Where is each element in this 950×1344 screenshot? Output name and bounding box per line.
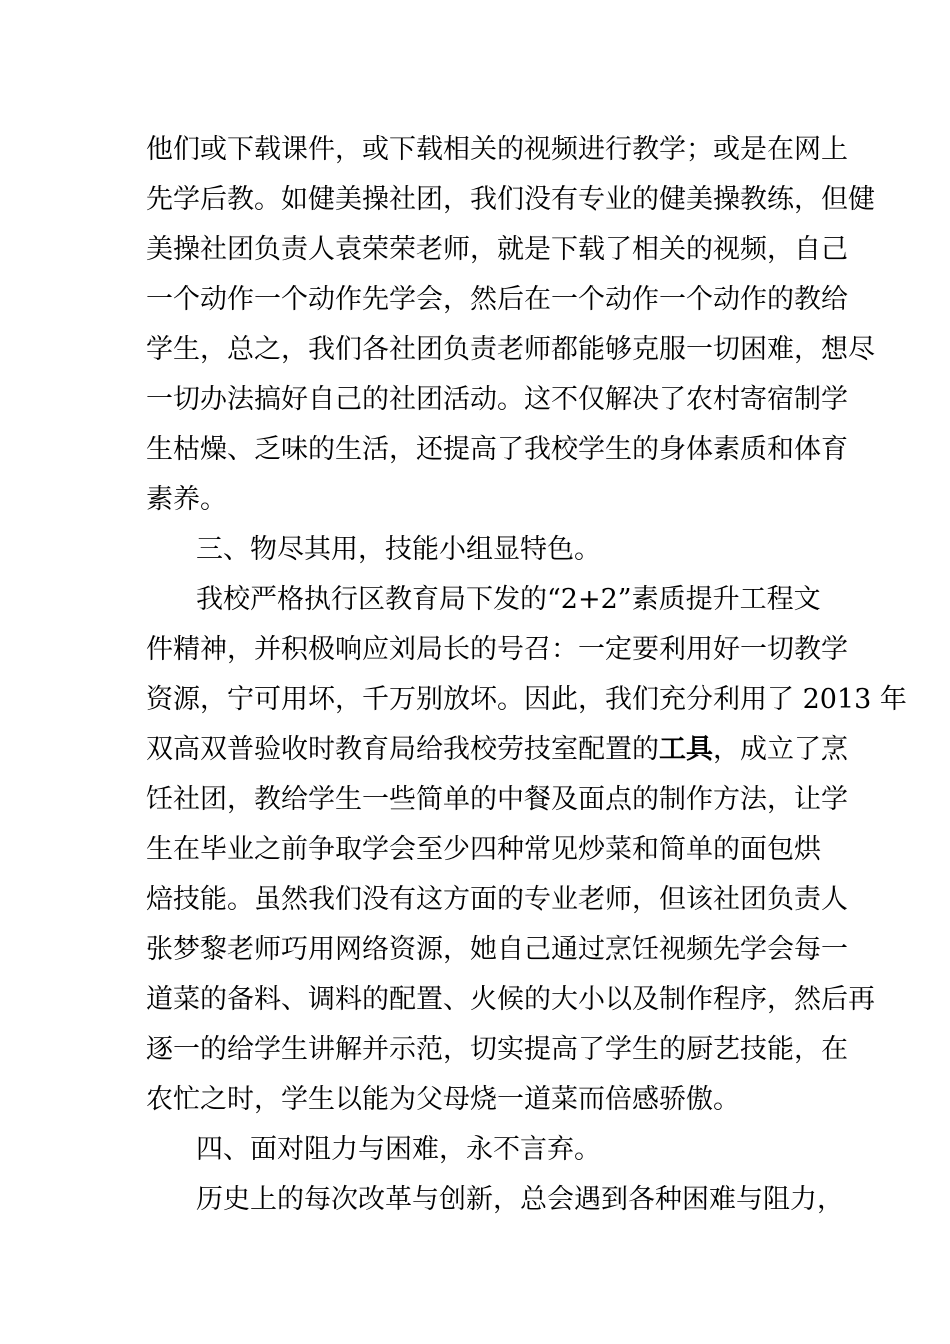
section-heading: 四、面对阻力与困难，永不言弃。 [196,1134,601,1165]
text-line: 道菜的备料、调料的配置、火候的大小以及制作程序，然后再 [146,984,875,1015]
text-line: 焙技能。虽然我们没有这方面的专业老师，但该社团负责人 [146,884,848,915]
text-line-with-bold [146,730,848,770]
text-line: 生在毕业之前争取学会至少四种常见炒菜和简单的面包烘 [146,834,821,865]
text-line: 饪社团，教给学生一些简单的中餐及面点的制作方法，让学 [146,784,848,815]
text-line: 一切办法搞好自己的社团活动。这不仅解决了农村寄宿制学 [146,384,848,415]
text-line: 资源，宁可用坏，千万别放坏。因此，我们充分利用了 2013 年 [146,684,907,715]
text-line: 生枯燥、乏味的生活，还提高了我校学生的身体素质和体育 [146,434,848,465]
text-segment: 双高双普验收时教育局给我校劳技室配置的 [146,734,659,765]
text-line: 件精神，并积极响应刘局长的号召：一定要利用好一切教学 [146,634,848,665]
paragraph-first-line: 我校严格执行区教育局下发的“2+2”素质提升工程文 [196,584,821,615]
section-heading: 三、物尽其用，技能小组显特色。 [196,534,601,565]
paragraph-first-line: 历史上的每次改革与创新，总会遇到各种困难与阻力， [196,1184,844,1215]
text-line: 学生，总之，我们各社团负责老师都能够克服一切困难，想尽 [146,334,875,365]
bold-text: 工具 [659,734,713,765]
text-line: 一个动作一个动作先学会，然后在一个动作一个动作的教给 [146,284,848,315]
text-line: 素养。 [146,484,227,515]
text-segment: ， [713,734,740,765]
text-line: 他们或下载课件，或下载相关的视频进行教学；或是在网上 [146,134,848,165]
text-line: 农忙之时，学生以能为父母烧一道菜而倍感骄傲。 [146,1084,740,1115]
text-line: 张梦黎老师巧用网络资源，她自己通过烹饪视频先学会每一 [146,934,848,965]
text-line: 先学后教。如健美操社团，我们没有专业的健美操教练，但健 [146,184,875,215]
text-segment: 成立了烹 [740,734,848,765]
text-line: 美操社团负责人袁荣荣老师，就是下载了相关的视频，自己 [146,234,848,265]
text-line: 逐一的给学生讲解并示范，切实提高了学生的厨艺技能，在 [146,1034,848,1065]
